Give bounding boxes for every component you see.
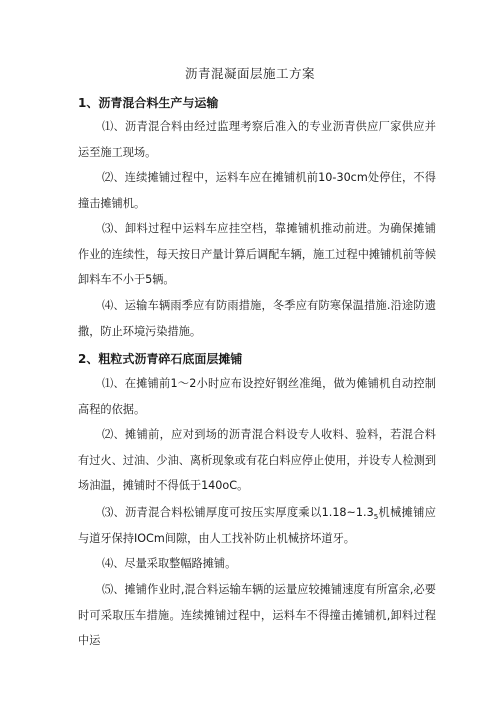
paragraph-2-3-text: ⑶、沥青混合料松铺厚度可按压实厚度乘以1.18~1.3 (102, 506, 374, 519)
paragraph-2-3 (78, 500, 436, 551)
document-title: 沥青混凝面层施工方案 (184, 66, 315, 81)
paragraph-1-3: ⑶、卸料过程中运料车应挂空档，靠摊铺机推动前进。为确保摊铺作业的连续性，每天按日产量计算后调配车辆，施工过程中摊铺机前等候卸料车不小于5辆。 (78, 222, 437, 286)
paragraph-1-2: ⑵、连续摊铺过程中，运料车应在摊铺机前10-30cm处停住，不得撞击摊铺机。 (78, 171, 436, 210)
paragraph-1-4: ⑷、运输车辆雨季应有防雨措施，冬季应有防寒保温措施.沿途防遗撒，防止环境污染措施。 (78, 299, 436, 338)
paragraph-2-4: ⑷、尽量采取整幅路摊铺。 (102, 557, 237, 570)
paragraph-2-2: ⑵、摊铺前，应对到场的沥青混合料设专人收料、验料，若混合料有过火、过油、少油、离析现象或有花白料应停止使用，并设专人检测到场油温，摊铺时不得低于140oC。 (78, 428, 437, 492)
section-heading-1: 1、沥青混合料生产与运输 (78, 96, 219, 110)
paragraph-1-1: ⑴、沥青混合料由经过监理考察后准入的专业沥青供应厂家供应并运至施工现场。 (78, 120, 436, 159)
paragraph-2-1: ⑴、在摊铺前1～2小时应布设控好钢丝准绳，做为傩铺机自动控制高程的依据。 (78, 377, 436, 416)
section-heading-2: 2、粗粒式沥青碎石底面层摊铺 (78, 352, 243, 366)
paragraph-2-3-subscript: 5 (373, 513, 379, 522)
paragraph-2-5: ⑸、摊铺作业时,混合料运输车辆的运量应较摊铺速度有所富余,必要时可采取压车措施。连续摊铺过程中，运料车不得撞击摊铺机,卸料过程中运 (78, 583, 436, 647)
paragraph-2-3-tail: 机械摊铺应与道牙保持IOCm间隙，由人工找补防止机械挤坏道牙。 (78, 506, 436, 545)
